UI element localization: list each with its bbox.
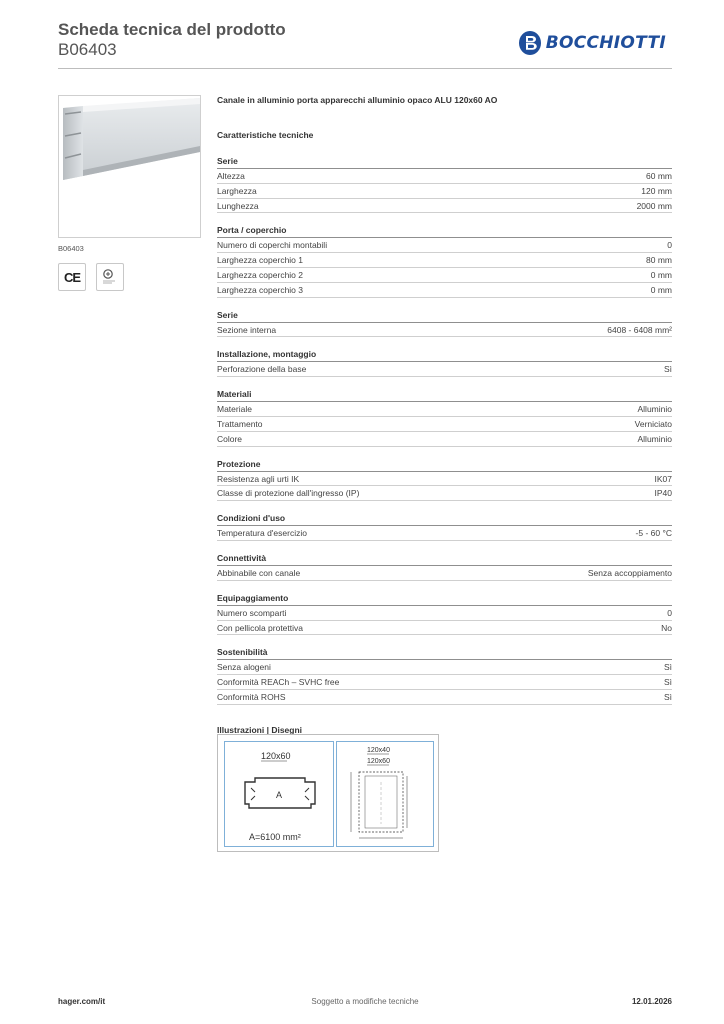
- spec-value: Sì: [663, 677, 672, 688]
- spec-label: Larghezza coperchio 3: [217, 284, 304, 295]
- spec-label: Con pellicola protettiva: [217, 622, 303, 633]
- spec-section: [217, 512, 672, 541]
- drawing1-area-letter: A: [276, 790, 283, 800]
- spec-row: [217, 432, 672, 447]
- spec-row: [217, 566, 672, 581]
- spec-value: -5 - 60 °C: [635, 528, 672, 539]
- drawing2-label-b: 120x60: [367, 758, 390, 765]
- logo-text: BOCCHIOTTI: [545, 33, 666, 53]
- section-title: Sostenibilità: [217, 646, 672, 660]
- spec-sections: [217, 155, 672, 705]
- spec-row: [217, 675, 672, 690]
- spec-value: Senza accoppiamento: [587, 567, 672, 578]
- spec-label: Larghezza coperchio 2: [217, 269, 304, 280]
- spec-value: No: [661, 622, 672, 633]
- section-title: Equipaggiamento: [217, 592, 672, 606]
- drawing1-area: A=6100 mm²: [249, 832, 301, 842]
- ce-mark-icon: CE: [58, 263, 86, 291]
- spec-section: [217, 224, 672, 297]
- spec-row: [217, 169, 672, 184]
- spec-row: [217, 362, 672, 377]
- drawing-cross-section: [224, 741, 334, 847]
- spec-label: Resistenza agli urti IK: [217, 473, 300, 484]
- certification-mark-icon: [96, 263, 124, 291]
- spec-label: Altezza: [217, 171, 245, 181]
- section-title: Serie: [217, 309, 672, 323]
- spec-row: [217, 621, 672, 636]
- spec-row: [217, 268, 672, 283]
- spec-label: Larghezza: [217, 185, 257, 196]
- spec-value: 0 mm: [650, 284, 672, 295]
- spec-row: [217, 417, 672, 432]
- spec-section: [217, 348, 672, 377]
- spec-label: Perforazione della base: [217, 364, 307, 375]
- spec-label: Numero scomparti: [217, 607, 287, 618]
- page-header: [58, 20, 672, 70]
- spec-section: [217, 388, 672, 446]
- illustrations-box: [217, 734, 439, 852]
- spec-section: [217, 309, 672, 338]
- spec-label: Numero di coperchi montabili: [217, 240, 328, 251]
- spec-label: Conformità REACh – SVHC free: [217, 677, 340, 688]
- section-title: Porta / coperchio: [217, 224, 672, 238]
- spec-value: IP40: [654, 488, 672, 499]
- spec-section: [217, 646, 672, 704]
- product-name: Canale in alluminio porta apparecchi alluminio opaco ALU 120x60 AO: [217, 95, 498, 105]
- spec-value: Sì: [663, 691, 672, 702]
- spec-value: 80 mm: [646, 255, 672, 266]
- spec-value: Sì: [663, 364, 672, 375]
- spec-row: [217, 660, 672, 675]
- section-title: Installazione, montaggio: [217, 348, 672, 362]
- spec-row: [217, 606, 672, 621]
- spec-label: Sezione interna: [217, 324, 277, 335]
- spec-row: [217, 323, 672, 338]
- product-photo: [58, 95, 201, 238]
- spec-value: 6408 - 6408 mm²: [607, 324, 672, 335]
- spec-row: [217, 283, 672, 298]
- bocchiotti-logo: [518, 28, 666, 58]
- spec-value: Alluminio: [637, 433, 672, 444]
- cable-channel-image: [59, 96, 200, 237]
- drawing1-label: 120x60: [261, 751, 291, 761]
- spec-label: Lunghezza: [217, 200, 259, 211]
- drawing-dimensions: [336, 741, 434, 847]
- spec-label: Materiale: [217, 404, 252, 415]
- spec-value: Verniciato: [634, 418, 672, 429]
- spec-section: [217, 458, 672, 502]
- section-title: Materiali: [217, 388, 672, 402]
- spec-label: Temperatura d'esercizio: [217, 528, 307, 539]
- spec-row: [217, 526, 672, 541]
- footer-website: hager.com/it: [58, 997, 106, 1006]
- spec-value: 0: [667, 607, 672, 618]
- spec-value: 60 mm: [646, 171, 672, 181]
- spec-label: Senza alogeni: [217, 662, 271, 673]
- spec-value: 0: [667, 240, 672, 251]
- spec-value: 2000 mm: [636, 200, 672, 211]
- spec-value: IK07: [654, 473, 672, 484]
- spec-label: Larghezza coperchio 1: [217, 255, 304, 266]
- illustrations-title: Illustrazioni | Disegni: [217, 724, 303, 735]
- spec-section: [217, 592, 672, 636]
- spec-value: Alluminio: [637, 404, 672, 415]
- spec-row: [217, 238, 672, 253]
- section-title: Connettività: [217, 552, 672, 566]
- section-title: Condizioni d'uso: [217, 512, 672, 526]
- spec-content: [217, 95, 672, 739]
- bocchiotti-logo-icon: [518, 30, 542, 56]
- tech-characteristics-title: Caratteristiche tecniche: [217, 130, 314, 140]
- footer-date: 12.01.2026: [631, 997, 672, 1006]
- page-title: Scheda tecnica del prodotto: [58, 20, 286, 39]
- spec-row: [217, 690, 672, 705]
- spec-row: [217, 253, 672, 268]
- photo-caption: B06403: [58, 244, 84, 253]
- spec-row: [217, 402, 672, 417]
- spec-row: [217, 199, 672, 214]
- drawing2-label-a: 120x40: [367, 747, 390, 754]
- spec-label: Classe di protezione dall'ingresso (IP): [217, 488, 360, 499]
- spec-label: Conformità ROHS: [217, 691, 286, 702]
- spec-section: [217, 155, 672, 213]
- spec-row: [217, 184, 672, 199]
- product-code: B06403: [58, 40, 117, 59]
- spec-value: Sì: [663, 662, 672, 673]
- spec-value: 120 mm: [641, 185, 672, 196]
- spec-label: Abbinabile con canale: [217, 567, 301, 578]
- header-divider: [58, 68, 672, 69]
- section-title: Protezione: [217, 458, 672, 472]
- spec-section: [217, 552, 672, 581]
- spec-row: [217, 472, 672, 487]
- spec-row: [217, 486, 672, 501]
- spec-label: Trattamento: [217, 418, 263, 429]
- spec-value: 0 mm: [650, 269, 672, 280]
- section-title: Serie: [217, 155, 672, 169]
- spec-label: Colore: [217, 433, 243, 444]
- footer-note: Soggetto a modifiche tecniche: [311, 997, 419, 1006]
